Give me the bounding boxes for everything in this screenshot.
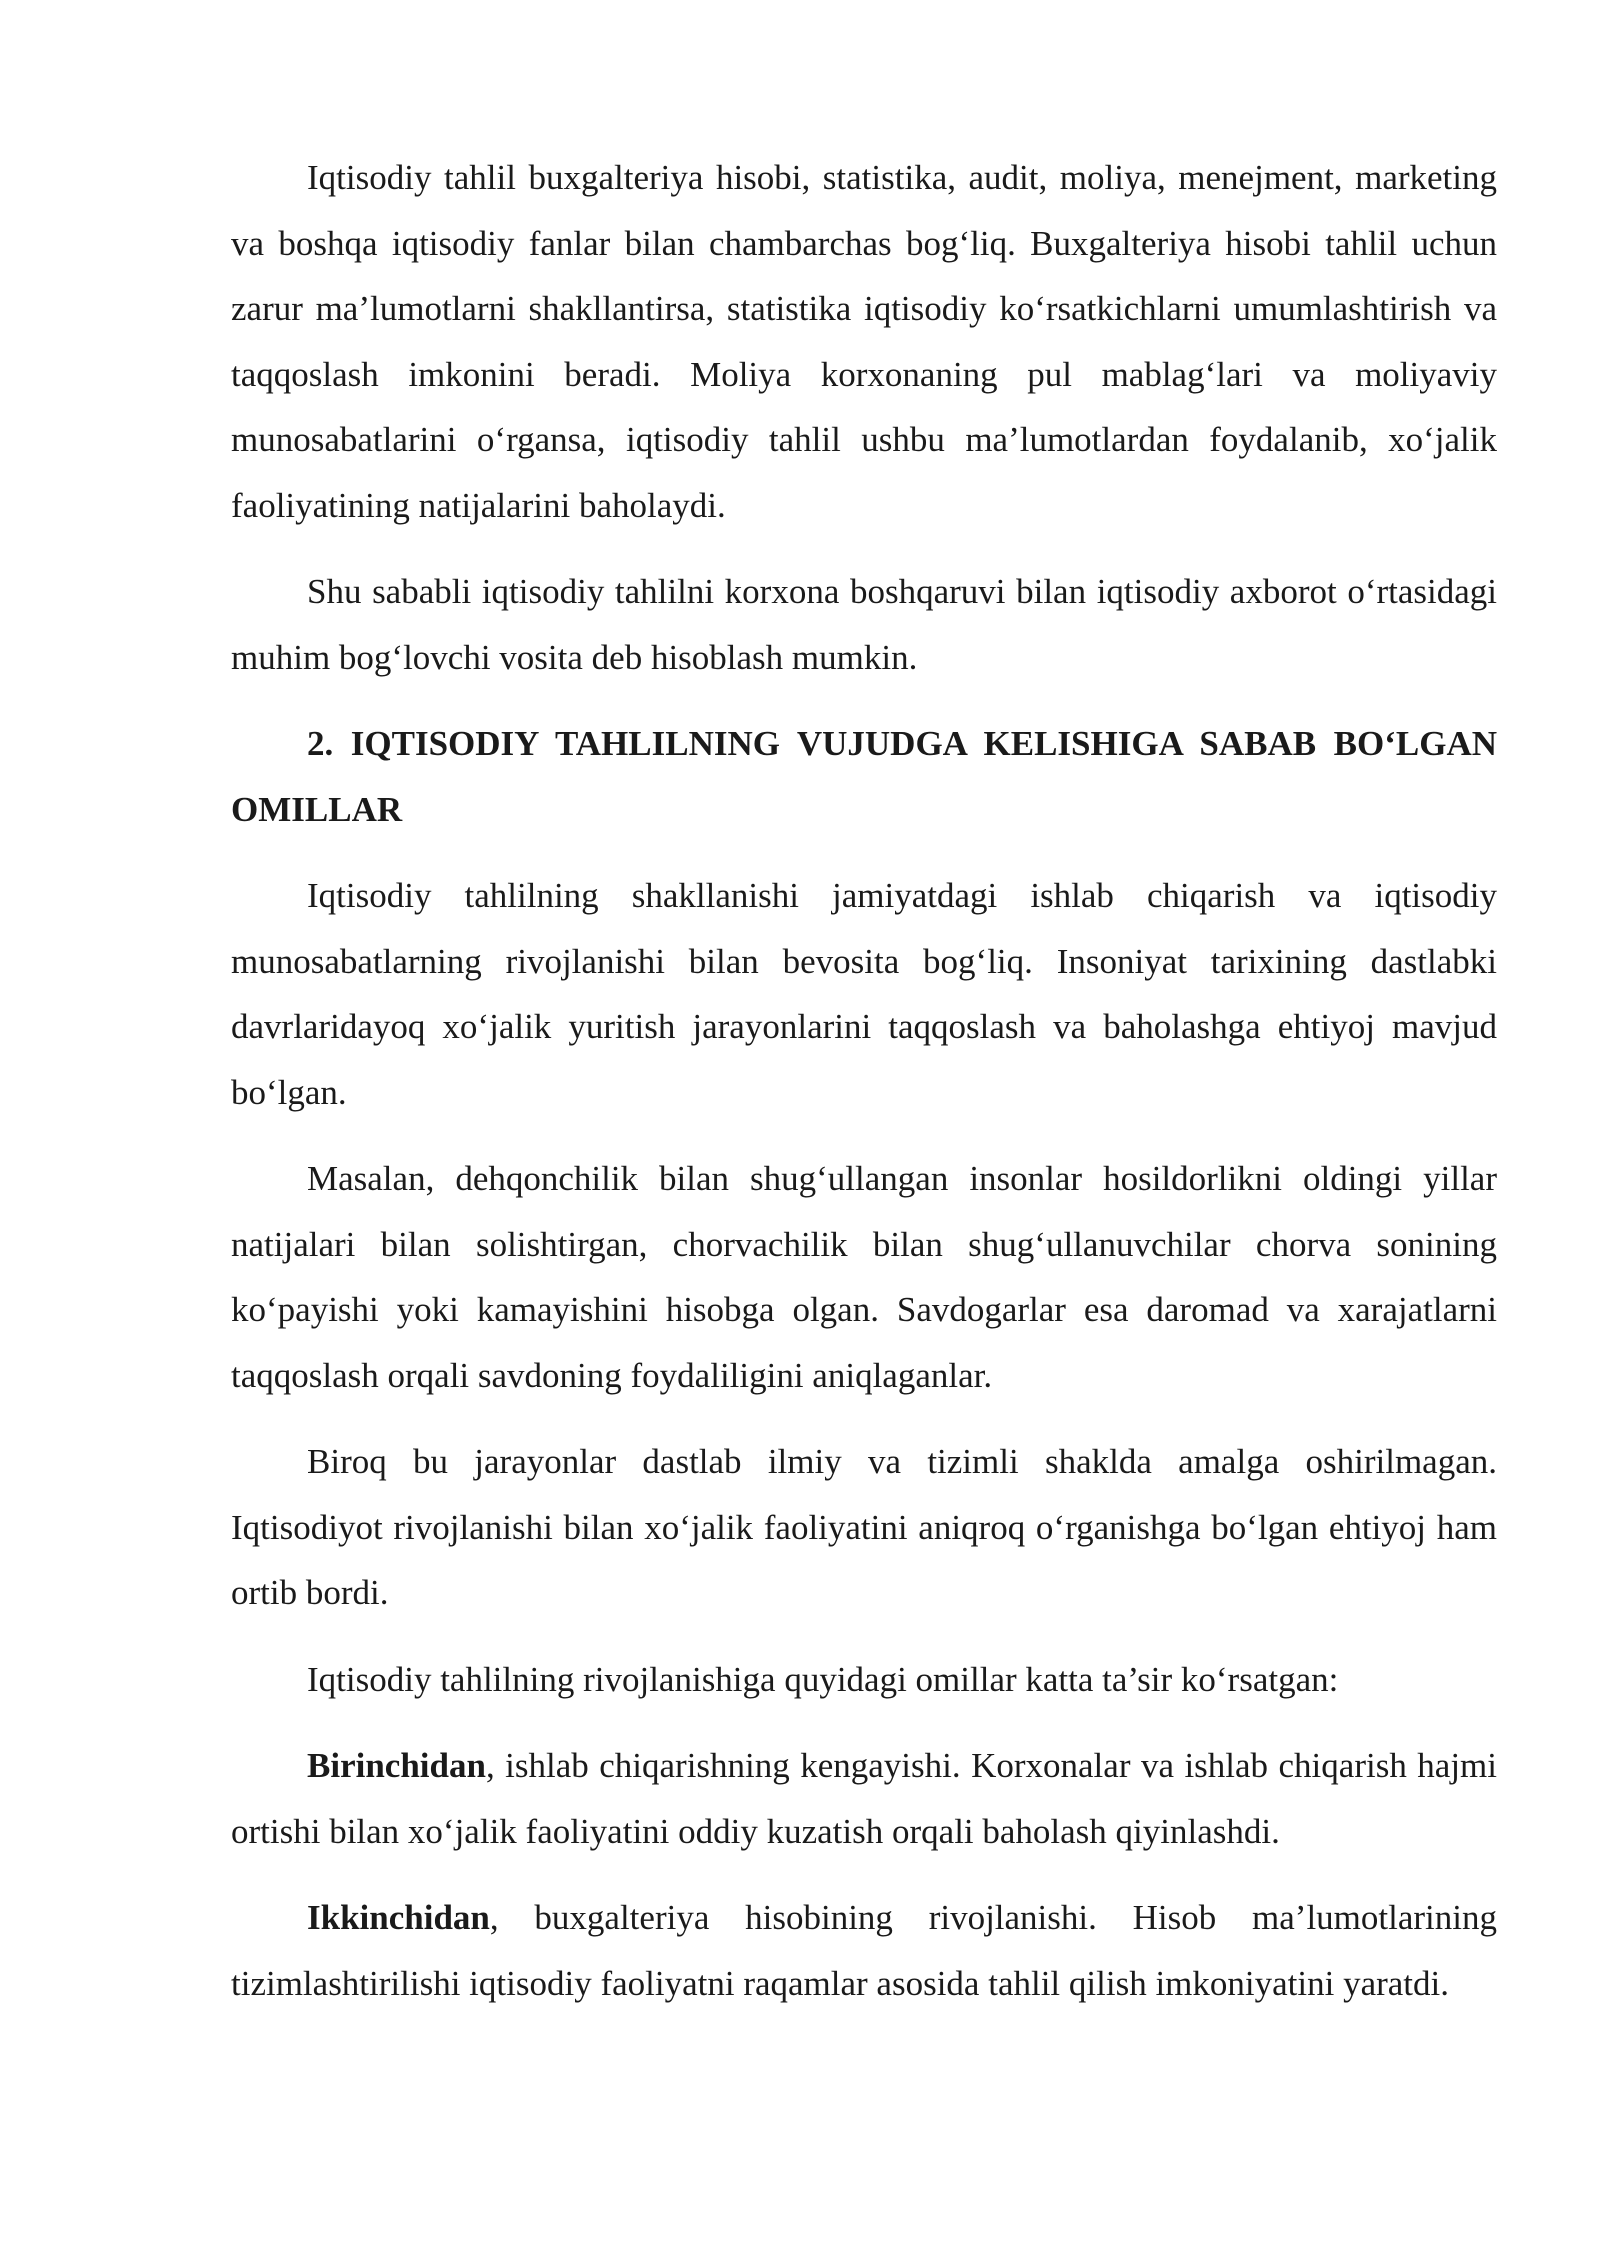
document-page [231, 145, 1497, 2037]
factor-second-text: , buxgalteriya hisobining rivojlanishi. Hisob ma’lumotlarining tizimlashtirilishi iqtisodiy faoliyatni raqamlar asosida tahlil qilish imkoniyatini yaratdi. [231, 1898, 1497, 2003]
paragraph-factors-intro: Iqtisodiy tahlilning rivojlanishiga quyidagi omillar katta ta’sir ko‘rsatgan: [307, 1659, 1339, 1699]
factor-second-lead: Ikkinchidan [307, 1898, 490, 1937]
factor-first-text: , ishlab chiqarishning kengayishi. Korxonalar va ishlab chiqarish hajmi ortishi bilan xo‘jalik faoliyatini oddiy kuzatish orqali baholash qiyinlashdi. [231, 1746, 1497, 1851]
paragraph-management-link: Shu sababli iqtisodiy tahlilni korxona boshqaruvi bilan iqtisodiy axborot o‘rtasidagi muhim bog‘lovchi vosita deb hisoblash mumkin. [231, 572, 1497, 677]
paragraph-scientific-need: Biroq bu jarayonlar dastlab ilmiy va tizimli shaklda amalga oshirilmagan. Iqtisodiyot rivojlanishi bilan xo‘jalik faoliyatini aniqroq o‘rganishga bo‘lgan ehtiyoj ham ortib bordi. [231, 1442, 1497, 1612]
factor-first-lead: Birinchidan [307, 1746, 486, 1785]
paragraph-economic-analysis-links: Iqtisodiy tahlil buxgalteriya hisobi, statistika, audit, moliya, menejment, marketing va boshqa iqtisodiy fanlar bilan chambarchas bog‘liq. Buxgalteriya hisobi tahlil uchun zarur ma’lumotlarni shakllantirsa, statistika iqtisodiy ko‘rsatkichlarni umumlashtirish va taqqoslash imkonini beradi. Moliya korxonaning pul mablag‘lari va moliyaviy munosabatlarini o‘rgansa, iqtisodiy tahlil ushbu ma’lumotlardan foydalanib, xo‘jalik faoliyatining natijalarini baholaydi. [231, 158, 1497, 525]
paragraph-formation-history: Iqtisodiy tahlilning shakllanishi jamiyatdagi ishlab chiqarish va iqtisodiy munosabatlarning rivojlanishi bilan bevosita bog‘liq. Insoniyat tarixining dastlabki davrlaridayoq xo‘jalik yuritish jarayonlarini taqqoslash va baholashga ehtiyoj mavjud bo‘lgan. [231, 876, 1497, 1112]
paragraph-examples: Masalan, dehqonchilik bilan shug‘ullangan insonlar hosildorlikni oldingi yillar natijalari bilan solishtirgan, chorvachilik bilan shug‘ullanuvchilar chorva sonining ko‘payishi yoki kamayishini hisobga olgan. Savdogarlar esa daromad va xarajatlarni taqqoslash orqali savdoning foydaliligini aniqlaganlar. [231, 1159, 1497, 1395]
section-heading: 2. IQTISODIY TAHLILNING VUJUDGA KELISHIGA SABAB BO‘LGAN OMILLAR [231, 724, 1497, 829]
paragraph-factor-second [231, 1885, 1497, 2016]
paragraph-factor-first [231, 1733, 1497, 1864]
